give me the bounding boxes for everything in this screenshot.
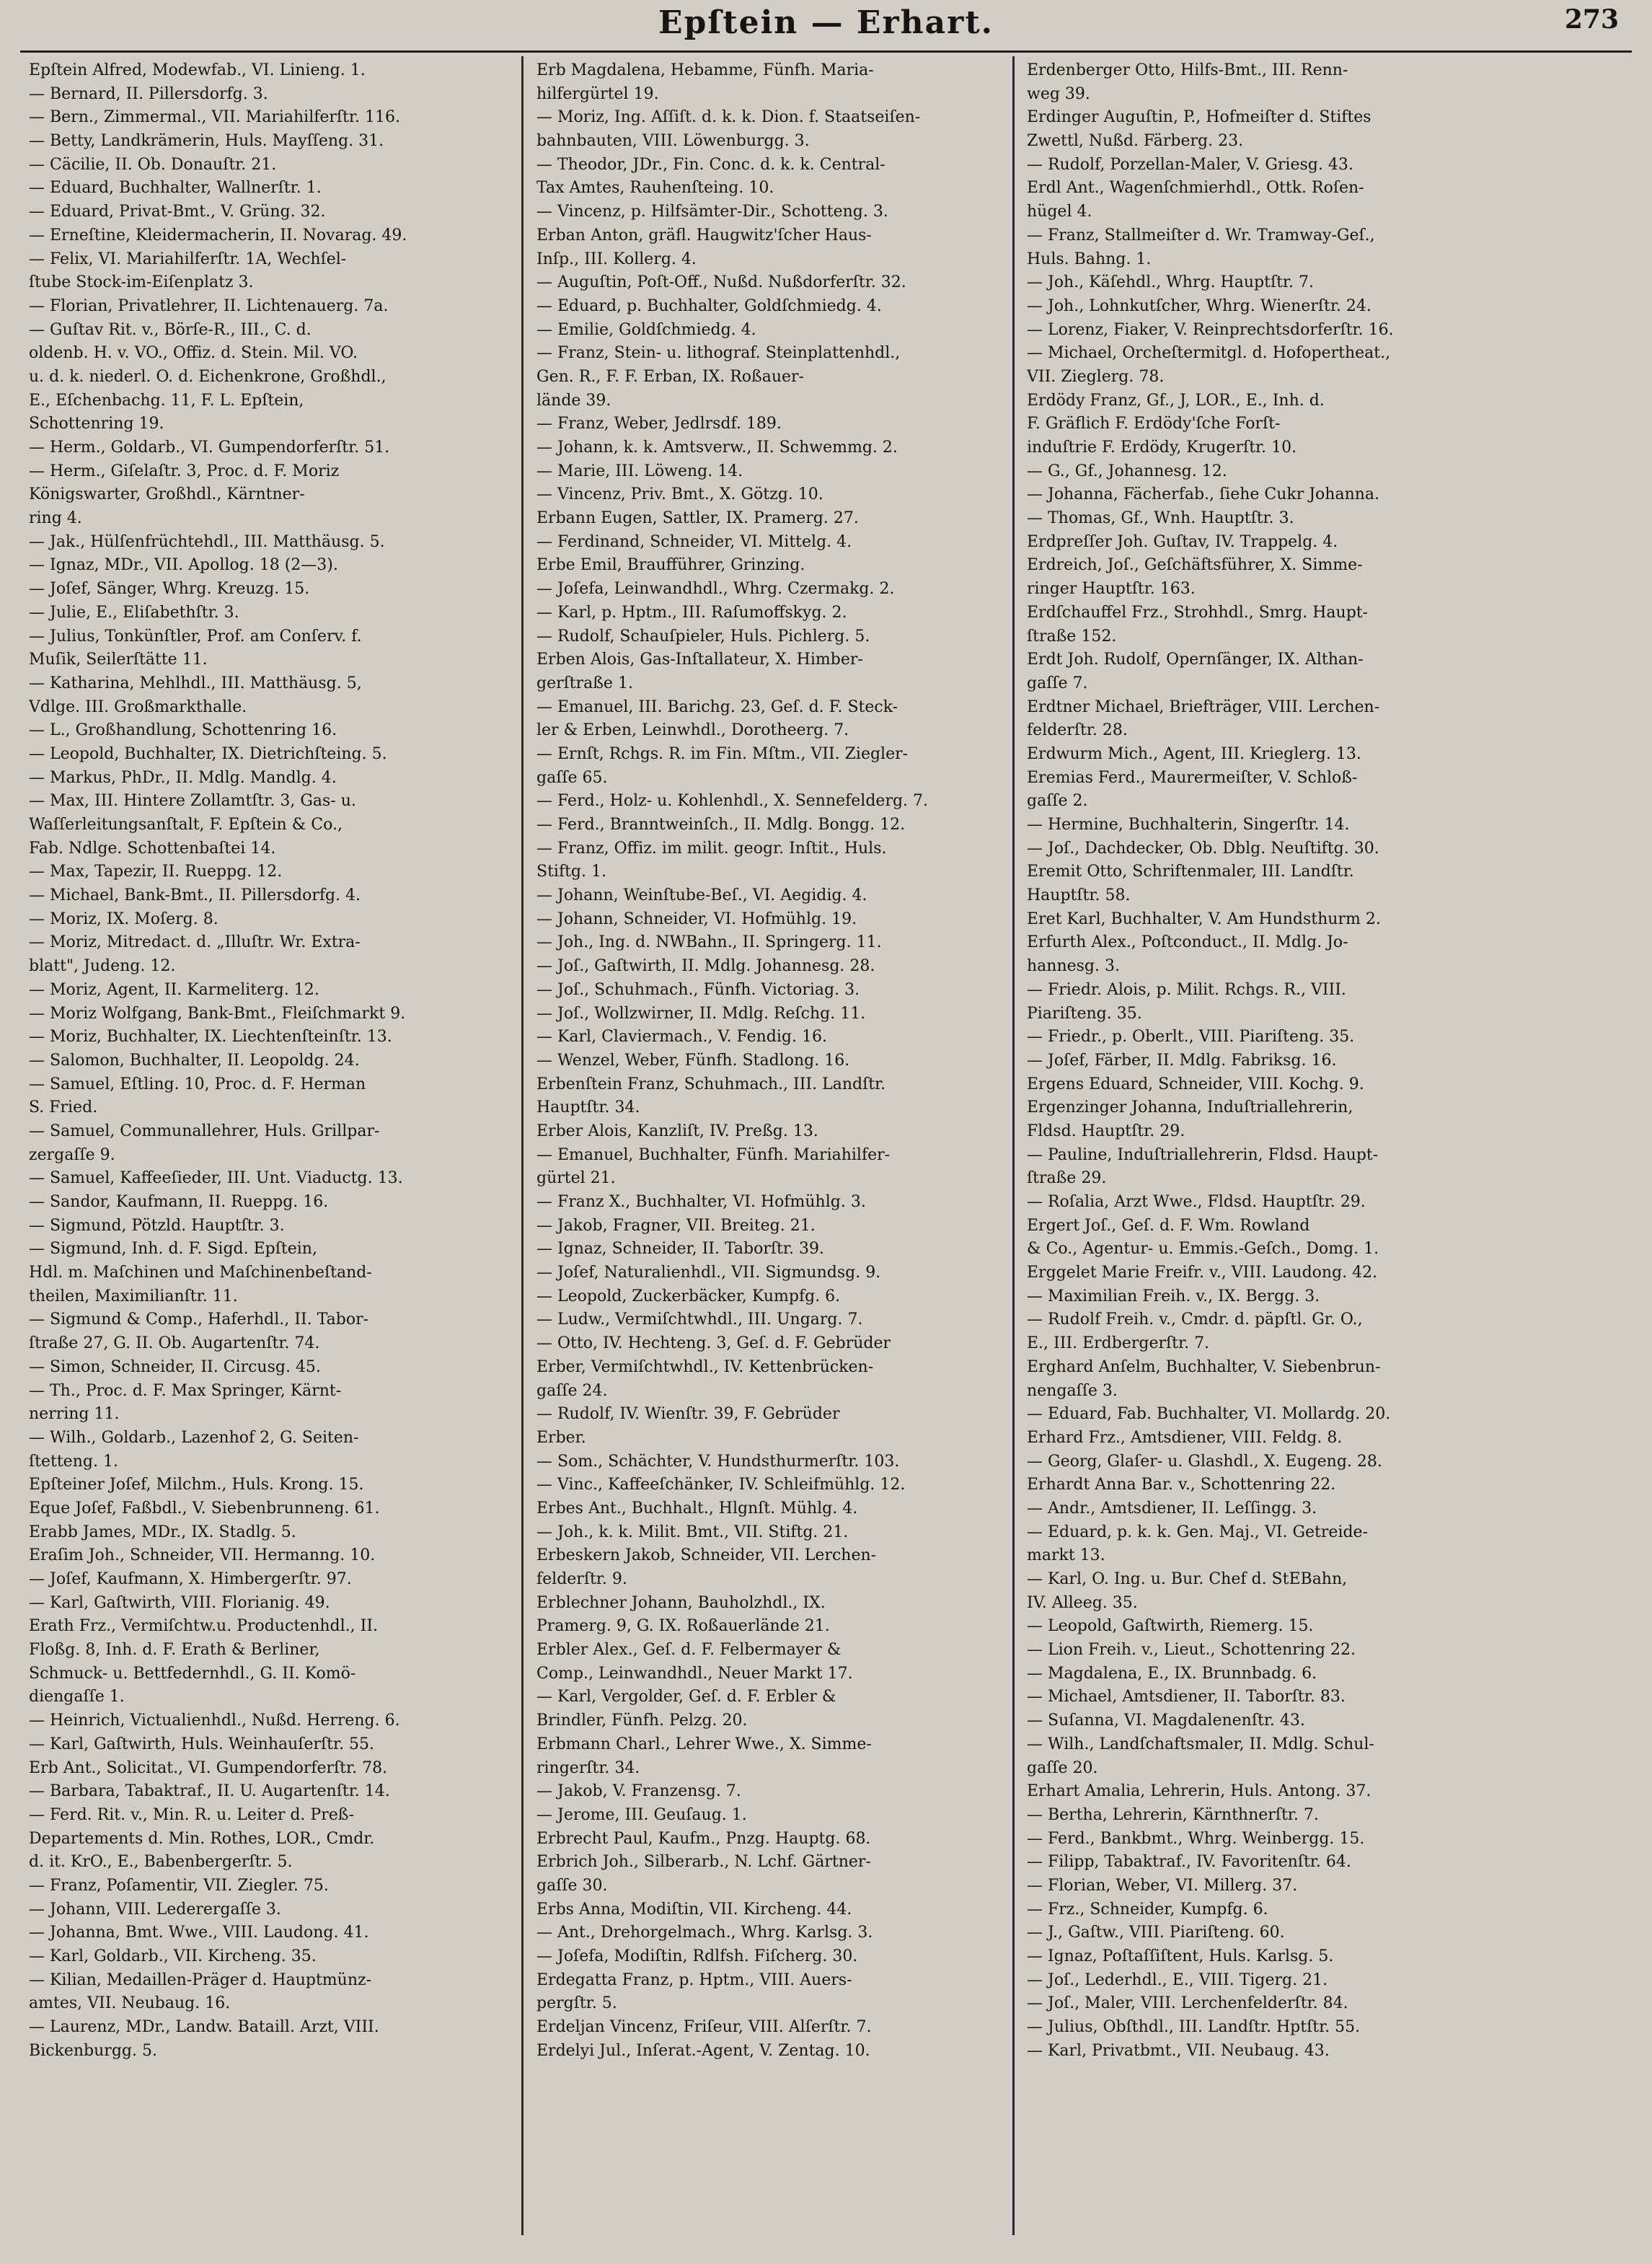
directory-entry-line: — Joſ., Schuhmach., Fünfh. Victoriag. 3.	[536, 980, 860, 999]
directory-entry-line: felderſtr. 28.	[1027, 721, 1128, 740]
directory-entry-line: — Joſef, Kaufmann, X. Himbergerſtr. 97.	[29, 1570, 352, 1588]
directory-entry-line: — Ignaz, Poſtaſſiſtent, Huls. Karlsg. 5.	[1027, 1947, 1334, 1965]
directory-entry-line: — Eduard, p. Buchhalter, Goldſchmiedg. 4.	[536, 296, 882, 315]
directory-entry-line: ſtraße 152.	[1027, 627, 1117, 646]
directory-entry-line: — Joh., Lohnkutſcher, Whrg. Wienerſtr. 24.	[1027, 296, 1371, 315]
directory-entry-line: Erfurth Alex., Poſtconduct., II. Mdlg. Jo-	[1027, 933, 1348, 952]
directory-entry-line: — Michael, Orcheſtermitgl. d. Hofopertheat.,	[1027, 344, 1391, 363]
directory-entry-line: Erhard Frz., Amtsdiener, VIII. Feldg. 8.	[1027, 1428, 1343, 1447]
directory-entry-line: — Rudolf, IV. Wienſtr. 39, F. Gebrüder	[536, 1405, 840, 1424]
directory-entry-line: — Joſ., Wollzwirner, II. Mdlg. Reſchg. 11.	[536, 1004, 866, 1023]
directory-entry-line: — Eduard, Privat-Bmt., V. Grüng. 32.	[29, 203, 326, 221]
directory-entry-line: Erdödy Franz, Gf., J, LOR., E., Inh. d.	[1027, 391, 1325, 410]
directory-entry-line: — Johanna, Bmt. Wwe., VIII. Laudong. 41.	[29, 1924, 369, 1942]
directory-entry-line: weg 39.	[1027, 84, 1090, 103]
directory-entry-line: — Moriz, IX. Moſerg. 8.	[29, 909, 218, 928]
directory-entry-line: & Co., Agentur- u. Emmis.-Geſch., Domg. 1.	[1027, 1240, 1379, 1259]
directory-entry-line: Erdwurm Mich., Agent, III. Krieglerg. 13.	[1027, 744, 1361, 763]
directory-entry-line: Gen. R., F. F. Erban, IX. Roßauer-	[536, 367, 804, 386]
directory-entry-line: — Moriz, Agent, II. Karmeliterg. 12.	[29, 980, 319, 999]
directory-entry-line: Erb Ant., Solicitat., VI. Gumpendorferſtr. 78.	[29, 1758, 388, 1777]
directory-entry-line: — Barbara, Tabaktraf., II. U. Augartenſtr. 14.	[29, 1782, 390, 1801]
directory-entry-line: Hauptſtr. 58.	[1027, 886, 1131, 905]
directory-entry-line: — Sandor, Kaufmann, II. Rueppg. 16.	[29, 1193, 329, 1211]
directory-entry-line: — Markus, PhDr., II. Mdlg. Mandlg. 4.	[29, 768, 337, 787]
directory-entry-line: gaſſe 2.	[1027, 792, 1088, 811]
directory-entry-line: — Sigmund, Inh. d. F. Sigd. Epſtein,	[29, 1240, 317, 1259]
directory-entry-line: Hauptſtr. 34.	[536, 1098, 640, 1117]
directory-entry-line: Erbmann Charl., Lehrer Wwe., X. Simme-	[536, 1735, 872, 1753]
directory-entry-line: nengaſſe 3.	[1027, 1381, 1118, 1400]
directory-entry-line: — Ludw., Vermiſchtwhdl., III. Ungarg. 7.	[536, 1311, 863, 1329]
directory-entry-line: — Karl, Goldarb., VII. Kircheng. 35.	[29, 1947, 317, 1965]
directory-entry-line: IV. Alleeg. 35.	[1027, 1593, 1138, 1612]
directory-entry-line: Bickenburgg. 5.	[29, 2041, 157, 2060]
directory-entry-line: — Erneſtine, Kleidermacherin, II. Novarag. 49.	[29, 226, 407, 245]
directory-entry-line: Eret Karl, Buchhalter, V. Am Hundsthurm 2.	[1027, 909, 1381, 928]
directory-entry-line: — Salomon, Buchhalter, II. Leopoldg. 24.	[29, 1051, 360, 1070]
directory-entry-line: Floßg. 8, Inh. d. F. Erath & Berliner,	[29, 1641, 320, 1660]
directory-entry-line: Ergens Eduard, Schneider, VIII. Kochg. 9.	[1027, 1075, 1364, 1093]
directory-entry-line: Vdlge. III. Großmarkthalle.	[29, 697, 247, 716]
directory-entry-line: Epſteiner Joſef, Milchm., Huls. Krong. 15.	[29, 1476, 364, 1494]
directory-entry-line: gaſſe 24.	[536, 1381, 608, 1400]
directory-entry-line: ringer Hauptſtr. 163.	[1027, 580, 1196, 599]
directory-entry-line: — G., Gf., Johannesg. 12.	[1027, 462, 1227, 480]
directory-entry-line: — Jak., Hülſenfrüchtehdl., III. Matthäusg. 5.	[29, 532, 385, 551]
directory-entry-line: Erdtner Michael, Briefträger, VIII. Lerchen-	[1027, 697, 1380, 716]
directory-entry-line: — Bernard, II. Pillersdorfg. 3.	[29, 84, 268, 103]
directory-entry-line: Epſtein Alfred, Modewfab., VI. Linieng. 1.	[29, 61, 366, 79]
directory-entry-line: Erath Frz., Vermiſchtw.u. Productenhdl., II.	[29, 1617, 378, 1636]
directory-entry-line: — Eduard, Fab. Buchhalter, VI. Mollardg. 20.	[1027, 1405, 1391, 1424]
directory-entry-line: — Wilh., Landſchaftsmaler, II. Mdlg. Schul-	[1027, 1735, 1374, 1753]
directory-entry-line: — Simon, Schneider, II. Circusg. 45.	[29, 1357, 321, 1376]
directory-entry-line: — Vincenz, Priv. Bmt., X. Götzg. 10.	[536, 485, 823, 504]
directory-entry-line: — Franz, Weber, Jedlrsdf. 189.	[536, 415, 782, 433]
directory-entry-line: — Felix, VI. Mariahilferſtr. 1A, Wechſel-	[29, 250, 347, 268]
directory-entry-line: Hdl. m. Maſchinen und Maſchinenbeſtand-	[29, 1264, 372, 1282]
directory-entry-line: — Th., Proc. d. F. Max Springer, Kärnt-	[29, 1381, 342, 1400]
directory-entry-line: Erhardt Anna Bar. v., Schottenring 22.	[1027, 1476, 1336, 1494]
directory-entry-line: Waſſerleitungsanſtalt, F. Epſtein & Co.,	[29, 816, 343, 834]
directory-entry-line: — Samuel, Eſtling. 10, Proc. d. F. Herman	[29, 1075, 366, 1093]
directory-entry-line: — Joſ., Dachdecker, Ob. Dblg. Neuſtiftg. 30.	[1027, 839, 1379, 858]
directory-entry-line: — Pauline, Induſtriallehrerin, Fldsd. Haupt-	[1027, 1145, 1379, 1164]
directory-entry-line: — J., Gaſtw., VIII. Piariſteng. 60.	[1027, 1924, 1285, 1942]
directory-entry-line: — Max, Tapezir, II. Rueppg. 12.	[29, 863, 283, 881]
directory-entry-line: — Joſefa, Leinwandhdl., Whrg. Czermakg. 2.	[536, 580, 895, 599]
directory-entry-line: Erdeljan Vincenz, Friſeur, VIII. Alſerſtr. 7.	[536, 2018, 872, 2037]
directory-entry-line: Pramerg. 9, G. IX. Roßauerlände 21.	[536, 1617, 830, 1636]
directory-entry-line: — Rudolf, Porzellan-Maler, V. Griesg. 43.	[1027, 155, 1353, 174]
directory-entry-line: — Joh., Käſehdl., Whrg. Hauptſtr. 7.	[1027, 273, 1315, 292]
directory-entry-line: Huls. Bahng. 1.	[1027, 250, 1152, 268]
directory-entry-line: — Maximilian Freih. v., IX. Bergg. 3.	[1027, 1287, 1320, 1305]
directory-entry-line: — Joſef, Färber, II. Mdlg. Fabriksg. 16.	[1027, 1051, 1337, 1070]
directory-entry-line: — Joh., Ing. d. NWBahn., II. Springerg. 11.	[536, 933, 882, 952]
directory-entry-line: — Theodor, JDr., Fin. Conc. d. k. k. Central-	[536, 155, 885, 174]
directory-entry-line: Erdelyi Jul., Inſerat.-Agent, V. Zentag. 10.	[536, 2041, 870, 2060]
directory-entry-line: — Joſefa, Modiſtin, Rdlfsh. Fiſcherg. 30.	[536, 1947, 858, 1965]
directory-entry-line: Erdſchauffel Frz., Strohhdl., Smrg. Haupt-	[1027, 603, 1369, 622]
directory-entry-line: — Florian, Weber, VI. Millerg. 37.	[1027, 1876, 1298, 1895]
directory-entry-line: Erdpreſſer Joh. Guſtav, IV. Trappelg. 4.	[1027, 532, 1338, 551]
directory-entry-line: — Karl, O. Ing. u. Bur. Chef d. StEBahn,	[1027, 1570, 1348, 1588]
directory-entry-line: — Filipp, Tabaktraf., IV. Favoritenſtr. 64.	[1027, 1853, 1351, 1872]
directory-entry-line: Erbeskern Jakob, Schneider, VII. Lerchen-	[536, 1546, 877, 1565]
directory-column-1	[29, 59, 522, 2063]
directory-entry-line: — Leopold, Buchhalter, IX. Dietrichſteing. 5.	[29, 744, 387, 763]
directory-entry-line: gaſſe 65.	[536, 768, 608, 787]
directory-entry-line: Erdl Ant., Wagenſchmierhdl., Ottk. Roſen-	[1027, 179, 1364, 198]
directory-entry-line: — Jerome, III. Geuſaug. 1.	[536, 1805, 747, 1824]
directory-entry-line: — Friedr. Alois, p. Milit. Rchgs. R., VIII.	[1027, 980, 1346, 999]
directory-entry-line: — Ferd., Bankbmt., Whrg. Weinbergg. 15.	[1027, 1829, 1365, 1848]
directory-entry-line: Ergert Joſ., Geſ. d. F. Wm. Rowland	[1027, 1216, 1310, 1235]
directory-entry-line: Stiftg. 1.	[536, 863, 606, 881]
directory-entry-line: Königswarter, Großhdl., Kärntner-	[29, 485, 305, 504]
page-title: Epſtein — Erhart.	[658, 4, 994, 41]
directory-entry-line: — Florian, Privatlehrer, II. Lichtenauerg. 7a.	[29, 296, 389, 315]
directory-entry-line: Eque Joſef, Faßbdl., V. Siebenbrunneng. 61.	[29, 1499, 380, 1518]
directory-entry-line: — Johann, VIII. Lederergaſſe 3.	[29, 1900, 281, 1919]
directory-column-3	[1027, 59, 1520, 2063]
directory-entry-line: F. Gräflich F. Erdödy'ſche Forſt-	[1027, 415, 1281, 433]
directory-entry-line: Fldsd. Hauptſtr. 29.	[1027, 1122, 1185, 1140]
directory-entry-line: Erbe Emil, Braufführer, Grinzing.	[536, 556, 805, 575]
page-number: 273	[1564, 4, 1619, 35]
directory-entry-line: Erabb James, MDr., IX. Stadlg. 5.	[29, 1523, 296, 1541]
directory-entry-line: — Moriz, Ing. Aſſiſt. d. k. k. Dion. f. Staatseiſen-	[536, 108, 921, 127]
directory-entry-line: — Joſef, Naturalienhdl., VII. Sigmundsg. 9.	[536, 1264, 881, 1282]
directory-entry-line: — Michael, Bank-Bmt., II. Pillersdorfg. 4.	[29, 886, 361, 905]
directory-entry-line: — Auguſtin, Poſt-Off., Nußd. Nußdorferſtr. 32.	[536, 273, 906, 292]
directory-entry-line: — Joſ., Lederhdl., E., VIII. Tigerg. 21.	[1027, 1970, 1328, 1989]
directory-entry-line: Eremit Otto, Schriftenmaler, III. Landſtr.	[1027, 863, 1354, 881]
directory-entry-line: — L., Großhandlung, Schottenring 16.	[29, 721, 337, 740]
directory-entry-line: ſtetteng. 1.	[29, 1452, 118, 1471]
directory-entry-line: — Vincenz, p. Hilfsämter-Dir., Schotteng. 3.	[536, 203, 888, 221]
directory-entry-line: — Betty, Landkrämerin, Huls. Mayſſeng. 31.	[29, 132, 384, 151]
directory-entry-line: — Eduard, p. k. k. Gen. Maj., VI. Getreide-	[1027, 1523, 1369, 1541]
directory-entry-line: — Bertha, Lehrerin, Kärnthnerſtr. 7.	[1027, 1805, 1319, 1824]
directory-entry-line: — Lorenz, Fiaker, V. Reinprechtsdorferſtr. 16.	[1027, 320, 1394, 339]
directory-entry-line: theilen, Maximilianſtr. 11.	[29, 1287, 238, 1305]
directory-entry-line: — Emanuel, III. Barichg. 23, Geſ. d. F. Steck-	[536, 697, 898, 716]
header-rule	[20, 50, 1632, 53]
directory-entry-line: — Rudolf Freih. v., Cmdr. d. päpſtl. Gr. O.,	[1027, 1311, 1363, 1329]
directory-entry-line: ſtraße 29.	[1027, 1169, 1107, 1188]
directory-entry-line: — Moriz Wolfgang, Bank-Bmt., Fleiſchmarkt 9.	[29, 1004, 406, 1023]
directory-entry-line: — Hermine, Buchhalterin, Singerſtr. 14.	[1027, 816, 1350, 834]
directory-entry-line: Erber Alois, Kanzliſt, IV. Preßg. 13.	[536, 1122, 818, 1140]
directory-entry-line: — Leopold, Zuckerbäcker, Kumpfg. 6.	[536, 1287, 841, 1305]
directory-entry-line: Erblechner Johann, Bauholzhdl., IX.	[536, 1593, 826, 1612]
directory-entry-line: Erggelet Marie Freifr. v., VIII. Laudong. 42.	[1027, 1264, 1378, 1282]
directory-entry-line: blatt", Judeng. 12.	[29, 957, 176, 976]
directory-entry-line: Erbrecht Paul, Kaufm., Pnzg. Hauptg. 68.	[536, 1829, 871, 1848]
directory-entry-line: gaſſe 20.	[1027, 1758, 1098, 1777]
directory-entry-line: bahnbauten, VIII. Löwenburgg. 3.	[536, 132, 810, 151]
directory-entry-line: — Lion Freih. v., Lieut., Schottenring 22.	[1027, 1641, 1356, 1660]
directory-entry-line: ler & Erben, Leinwhdl., Dorotheerg. 7.	[536, 721, 849, 740]
directory-entry-line: — Magdalena, E., IX. Brunnbadg. 6.	[1027, 1664, 1317, 1683]
directory-entry-line: gerſtraße 1.	[536, 674, 633, 692]
directory-entry-line: Erben Alois, Gas-Inſtallateur, X. Himber-	[536, 651, 863, 669]
directory-entry-line: Erhart Amalia, Lehrerin, Huls. Antong. 37.	[1027, 1782, 1371, 1801]
directory-entry-line: — Friedr., p. Oberlt., VIII. Piariſteng. 35.	[1027, 1028, 1355, 1047]
directory-entry-line: markt 13.	[1027, 1546, 1105, 1565]
directory-entry-line: — Franz, Stein- u. lithograf. Steinplattenhdl.,	[536, 344, 901, 363]
directory-entry-line: Departements d. Min. Rothes, LOR., Cmdr.	[29, 1829, 375, 1848]
directory-entry-line: — Franz, Offiz. im milit. geogr. Inſtit., Huls.	[536, 839, 887, 858]
directory-entry-line: — Johanna, Fächerfab., ſiehe Cukr Johanna.	[1027, 485, 1380, 504]
directory-entry-line: — Thomas, Gf., Wnh. Hauptſtr. 3.	[1027, 509, 1294, 528]
directory-entry-line: hannesg. 3.	[1027, 957, 1120, 976]
directory-entry-line: Erbrich Joh., Silberarb., N. Lchf. Gärtner-	[536, 1853, 871, 1872]
directory-entry-line: — Joh., k. k. Milit. Bmt., VII. Stiftg. 21.	[536, 1523, 849, 1541]
directory-entry-line: — Ferdinand, Schneider, VI. Mittelg. 4.	[536, 532, 852, 551]
directory-entry-line: — Guſtav Rit. v., Börſe-R., III., C. d.	[29, 320, 312, 339]
directory-entry-line: Erdegatta Franz, p. Hptm., VIII. Auers-	[536, 1970, 852, 1989]
directory-entry-line: Erban Anton, gräfl. Haugwitz'ſcher Haus-	[536, 226, 872, 245]
directory-entry-line: — Joſef, Sänger, Whrg. Kreuzg. 15.	[29, 580, 310, 599]
directory-entry-line: Erbs Anna, Modiſtin, VII. Kircheng. 44.	[536, 1900, 852, 1919]
directory-entry-line: — Franz, Poſamentir, VII. Ziegler. 75.	[29, 1876, 329, 1895]
directory-entry-line: Brindler, Fünfh. Pelzg. 20.	[536, 1712, 748, 1730]
directory-entry-line: Fab. Ndlge. Schottenbaſtei 14.	[29, 839, 276, 858]
directory-entry-line: — Ernſt, Rchgs. R. im Fin. Mſtm., VII. Ziegler-	[536, 744, 909, 763]
directory-entry-line: — Sigmund, Pötzld. Hauptſtr. 3.	[29, 1216, 285, 1235]
directory-entry-line: Schmuck- u. Bettfedernhdl., G. II. Komö-	[29, 1664, 356, 1683]
directory-entry-line: pergſtr. 5.	[536, 1994, 617, 2013]
directory-entry-line: gaſſe 7.	[1027, 674, 1088, 692]
directory-entry-line: — Joſ., Gaſtwirth, II. Mdlg. Johannesg. 28.	[536, 957, 875, 976]
directory-entry-line: — Johann, Schneider, VI. Hofmühlg. 19.	[536, 909, 857, 928]
directory-entry-line: Comp., Leinwandhdl., Neuer Markt 17.	[536, 1664, 853, 1683]
directory-entry-line: ſtraße 27, G. II. Ob. Augartenſtr. 74.	[29, 1334, 320, 1353]
directory-entry-line: — Michael, Amtsdiener, II. Taborſtr. 83.	[1027, 1688, 1346, 1706]
directory-entry-line: — Wilh., Goldarb., Lazenhof 2, G. Seiten-	[29, 1428, 359, 1447]
directory-entry-line: — Emilie, Goldſchmiedg. 4.	[536, 320, 756, 339]
directory-entry-line: — Frz., Schneider, Kumpfg. 6.	[1027, 1900, 1268, 1919]
directory-entry-line: E., III. Erdbergerſtr. 7.	[1027, 1334, 1210, 1353]
directory-entry-line: — Karl, Gaſtwirth, Huls. Weinhauſerſtr. 55.	[29, 1735, 375, 1753]
directory-entry-line: — Leopold, Gaſtwirth, Riemerg. 15.	[1027, 1617, 1314, 1636]
directory-entry-line: — Samuel, Communallehrer, Huls. Grillpar-	[29, 1122, 380, 1140]
directory-entry-line: — Joſ., Maler, VIII. Lerchenfelderſtr. 84.	[1027, 1994, 1348, 2013]
directory-entry-line: felderſtr. 9.	[536, 1570, 627, 1588]
directory-entry-line: zergaſſe 9.	[29, 1145, 115, 1164]
directory-entry-line: — Emanuel, Buchhalter, Fünfh. Mariahilfer-	[536, 1145, 891, 1164]
directory-entry-line: — Ignaz, Schneider, II. Taborſtr. 39.	[536, 1240, 824, 1259]
directory-entry-line: — Max, III. Hintere Zollamtſtr. 3, Gas- u.	[29, 792, 356, 811]
directory-entry-line: — Rudolf, Schauſpieler, Huls. Pichlerg. 5.	[536, 627, 870, 646]
directory-entry-line: Zwettl, Nußd. Färberg. 23.	[1027, 132, 1244, 151]
directory-entry-line: — Moriz, Buchhalter, IX. Liechtenſteinſtr. 13.	[29, 1028, 392, 1047]
directory-entry-line: Schottenring 19.	[29, 415, 164, 433]
directory-entry-line: Erbann Eugen, Sattler, IX. Pramerg. 27.	[536, 509, 859, 528]
directory-entry-line: — Sigmund & Comp., Haferhdl., II. Tabor-	[29, 1311, 369, 1329]
directory-entry-line: — Ferd., Branntweinſch., II. Mdlg. Bongg. 12.	[536, 816, 906, 834]
directory-entry-line: — Heinrich, Victualienhdl., Nußd. Herreng. 6.	[29, 1712, 400, 1730]
directory-entry-line: ring 4.	[29, 509, 82, 528]
directory-entry-line: Erbler Alex., Geſ. d. F. Felbermayer &	[536, 1641, 842, 1660]
directory-entry-line: gaſſe 30.	[536, 1876, 608, 1895]
directory-entry-line: — Bern., Zimmermal., VII. Mariahilferſtr. 116.	[29, 108, 400, 127]
directory-entry-line: ſtube Stock-im-Eiſenplatz 3.	[29, 273, 254, 292]
directory-entry-line: — Karl, Claviermach., V. Fendig. 16.	[536, 1028, 827, 1047]
directory-entry-line: Erghard Anſelm, Buchhalter, V. Siebenbrun-	[1027, 1357, 1381, 1376]
directory-entry-line: — Franz X., Buchhalter, VI. Hofmühlg. 3.	[536, 1193, 866, 1211]
directory-entry-line: — Franz, Stallmeiſter d. Wr. Tramway-Geſ.,	[1027, 226, 1375, 245]
directory-entry-line: Erdt Joh. Rudolf, Opernſänger, IX. Althan-	[1027, 651, 1364, 669]
directory-entry-line: — Jakob, Fragner, VII. Breiteg. 21.	[536, 1216, 816, 1235]
directory-entry-line: — Herm., Goldarb., VI. Gumpendorferſtr. 51.	[29, 439, 390, 457]
directory-entry-line: — Som., Schächter, V. Hundsthurmerſtr. 103.	[536, 1452, 900, 1471]
directory-entry-line: — Otto, IV. Hechteng. 3, Geſ. d. F. Gebrüder	[536, 1334, 891, 1353]
directory-entry-line: — Karl, Privatbmt., VII. Neubaug. 43.	[1027, 2041, 1330, 2060]
directory-entry-line: — Julie, E., Eliſabethſtr. 3.	[29, 603, 239, 622]
directory-entry-line: — Ignaz, MDr., VII. Apollog. 18 (2—3).	[29, 556, 338, 575]
directory-entry-line: — Ferd. Rit. v., Min. R. u. Leiter d. Preß-	[29, 1805, 354, 1824]
directory-entry-line: gürtel 21.	[536, 1169, 616, 1188]
directory-entry-line: Tax Amtes, Rauhenſteing. 10.	[536, 179, 774, 198]
directory-entry-line: VII. Zieglerg. 78.	[1027, 367, 1165, 386]
directory-entry-line: d. it. KrO., E., Babenbergerſtr. 5.	[29, 1853, 293, 1872]
directory-entry-line: hilfergürtel 19.	[536, 84, 659, 103]
directory-entry-line: — Johann, Weinſtube-Beſ., VI. Aegidig. 4.	[536, 886, 867, 905]
directory-entry-line: Erbes Ant., Buchhalt., Hlgnſt. Mühlg. 4.	[536, 1499, 858, 1518]
directory-entry-line: — Kilian, Medaillen-Präger d. Hauptmünz-	[29, 1970, 372, 1989]
directory-entry-line: — Cäcilie, II. Ob. Donauſtr. 21.	[29, 155, 277, 174]
directory-entry-line: Erdenberger Otto, Hilfs-Bmt., III. Renn-	[1027, 61, 1348, 79]
directory-entry-line: — Moriz, Mitredact. d. „Illuſtr. Wr. Extra-	[29, 933, 361, 952]
directory-entry-line: Erber.	[536, 1428, 586, 1447]
directory-entry-line: ringerſtr. 34.	[536, 1758, 640, 1777]
directory-entry-line: Erbenſtein Franz, Schuhmach., III. Landſtr.	[536, 1075, 886, 1093]
directory-entry-line: — Suſanna, VI. Magdalenenſtr. 43.	[1027, 1712, 1305, 1730]
directory-entry-line: Inſp., III. Kollerg. 4.	[536, 250, 697, 268]
directory-entry-line: induſtrie F. Erdödy, Krugerſtr. 10.	[1027, 439, 1297, 457]
directory-entry-line: — Wenzel, Weber, Fünfh. Stadlong. 16.	[536, 1051, 850, 1070]
directory-entry-line: Erdinger Auguſtin, P., Hofmeiſter d. Stiftes	[1027, 108, 1371, 127]
directory-entry-line: hügel 4.	[1027, 203, 1092, 221]
directory-entry-line: — Roſalia, Arzt Wwe., Fldsd. Hauptſtr. 29.	[1027, 1193, 1366, 1211]
directory-entry-line: — Karl, Gaſtwirth, VIII. Florianig. 49.	[29, 1593, 330, 1612]
directory-entry-line: Erber, Vermiſchtwhdl., IV. Kettenbrücken-	[536, 1357, 874, 1376]
directory-entry-line: oldenb. H. v. VO., Offiz. d. Stein. Mil. VO.	[29, 344, 358, 363]
directory-entry-line: — Eduard, Buchhalter, Wallnerſtr. 1.	[29, 179, 322, 198]
directory-entry-line: amtes, VII. Neubaug. 16.	[29, 1994, 231, 2013]
directory-entry-line: — Herm., Giſelaſtr. 3, Proc. d. F. Moriz	[29, 462, 340, 480]
directory-entry-line: Erb Magdalena, Hebamme, Fünfh. Maria-	[536, 61, 874, 79]
directory-entry-line: — Jakob, V. Franzensg. 7.	[536, 1782, 741, 1801]
directory-entry-line: — Julius, Tonkünſtler, Prof. am Conſerv. f.	[29, 627, 362, 646]
directory-entry-line: u. d. k. niederl. O. d. Eichenkrone, Großhdl.,	[29, 367, 387, 386]
directory-entry-line: lände 39.	[536, 391, 611, 410]
directory-entry-line: Erdreich, Joſ., Geſchäftsführer, X. Simme-	[1027, 556, 1363, 575]
directory-entry-line: — Ferd., Holz- u. Kohlenhdl., X. Sennefelderg. 7.	[536, 792, 929, 811]
directory-entry-line: Eraſim Joh., Schneider, VII. Hermanng. 10.	[29, 1546, 376, 1565]
directory-entry-line: Muſik, Seilerſtätte 11.	[29, 651, 208, 669]
directory-entry-line: E., Eſchenbachg. 11, F. L. Epſtein,	[29, 391, 304, 410]
directory-entry-line: — Katharina, Mehlhdl., III. Matthäusg. 5,	[29, 674, 362, 692]
directory-entry-line: — Karl, Vergolder, Geſ. d. F. Erbler &	[536, 1688, 836, 1706]
directory-entry-line: Piariſteng. 35.	[1027, 1004, 1142, 1023]
directory-entry-line: Ergenzinger Johanna, Induſtriallehrerin,	[1027, 1098, 1353, 1117]
directory-entry-line: — Ant., Drehorgelmach., Whrg. Karlsg. 3.	[536, 1924, 873, 1942]
directory-entry-line: — Julius, Obſthdl., III. Landſtr. Hptſtr. 55.	[1027, 2018, 1361, 2037]
directory-entry-line: S. Fried.	[29, 1098, 98, 1117]
directory-entry-line: diengaſſe 1.	[29, 1688, 125, 1706]
directory-column-2	[536, 59, 1030, 2063]
directory-entry-line: — Karl, p. Hptm., III. Raſumoffskyg. 2.	[536, 603, 847, 622]
directory-entry-line: — Marie, III. Löweng. 14.	[536, 462, 743, 480]
directory-entry-line: — Laurenz, MDr., Landw. Bataill. Arzt, VIII.	[29, 2018, 379, 2037]
directory-entry-line: — Johann, k. k. Amtsverw., II. Schwemmg. 2.	[536, 439, 898, 457]
directory-entry-line: — Vinc., Kaffeeſchänker, IV. Schleifmühlg. 12.	[536, 1476, 906, 1494]
directory-entry-line: Eremias Ferd., Maurermeiſter, V. Schloß-	[1027, 768, 1358, 787]
directory-entry-line: — Andr., Amtsdiener, II. Leſſingg. 3.	[1027, 1499, 1317, 1518]
directory-entry-line: — Georg, Glaſer- u. Glashdl., X. Eugeng. 28.	[1027, 1452, 1382, 1471]
directory-entry-line: nerring 11.	[29, 1405, 120, 1424]
directory-entry-line: — Samuel, Kaffeeſieder, III. Unt. Viaductg. 13.	[29, 1169, 403, 1188]
